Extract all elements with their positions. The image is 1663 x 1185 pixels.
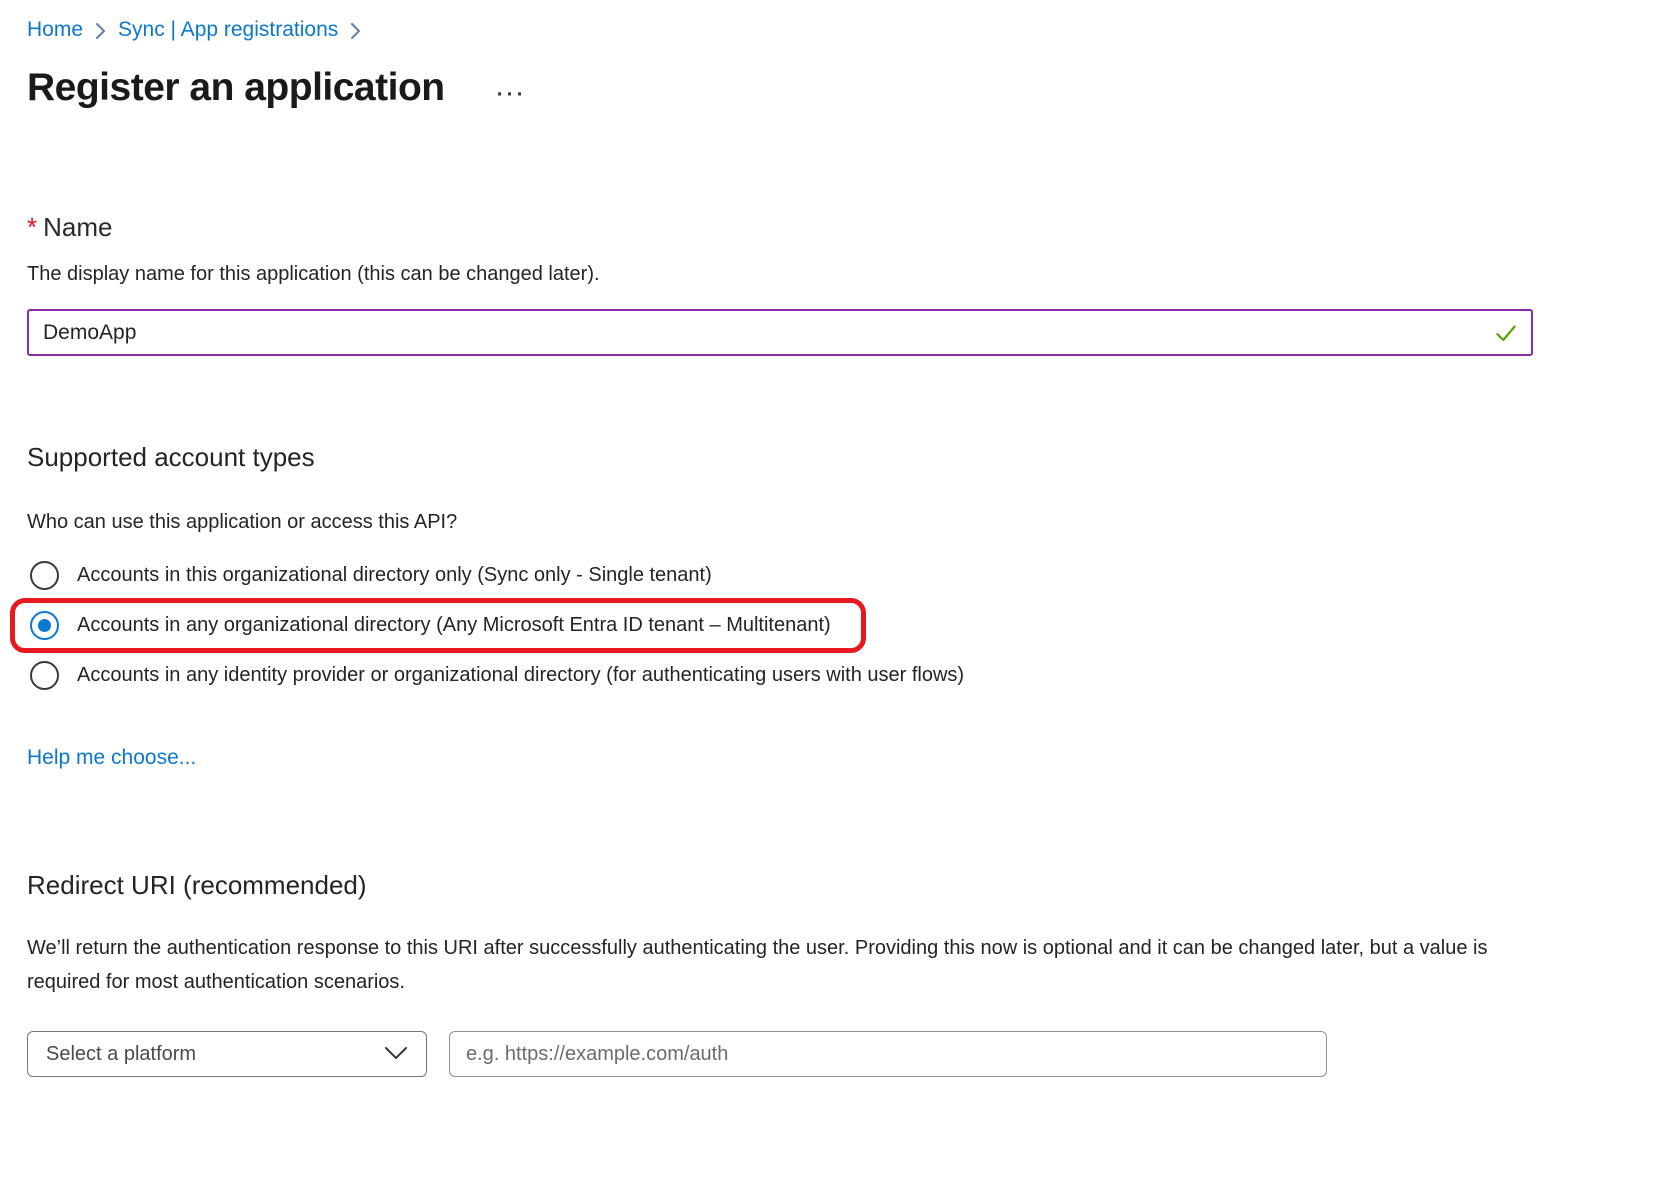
radio-button-selected[interactable] (30, 611, 59, 640)
breadcrumb-link-home[interactable]: Home (27, 18, 84, 41)
redirect-uri-heading: Redirect URI (recommended) (27, 870, 367, 900)
breadcrumb (27, 16, 1636, 44)
valid-checkmark-icon (1493, 320, 1519, 351)
radio-option-multitenant[interactable] (30, 611, 831, 640)
radio-button-unselected[interactable] (30, 661, 59, 690)
multitenant-highlight-box (10, 598, 866, 653)
redirect-uri-controls (27, 1031, 1636, 1077)
breadcrumb-link-app-registrations[interactable]: Sync | App registrations (118, 18, 339, 41)
chevron-right-icon (350, 22, 361, 40)
radio-option-single-tenant[interactable] (30, 561, 1636, 590)
chevron-down-icon (384, 1043, 408, 1066)
help-me-choose-link[interactable]: Help me choose... (27, 746, 197, 769)
radio-dot (38, 619, 51, 632)
name-description: The display name for this application (this can be changed later). (27, 263, 600, 285)
platform-select[interactable] (27, 1031, 427, 1077)
radio-label: Accounts in this organizational directory only (Sync only - Single tenant) (77, 564, 712, 586)
account-types-question: Who can use this application or access this API? (27, 511, 458, 533)
redirect-uri-input[interactable] (449, 1031, 1327, 1077)
redirect-uri-description: We’ll return the authentication response to this URI after successfully authenticating the user. Providing this now is optional and it can be changed later, but a value is required for most authentication scenarios. (27, 937, 1488, 993)
name-input-wrap (27, 309, 1533, 356)
radio-label: Accounts in any organizational directory (Any Microsoft Entra ID tenant – Multitenant) (77, 614, 831, 636)
title-row (27, 66, 1636, 110)
app-name-input[interactable] (27, 309, 1533, 356)
page-title: Register an application (27, 66, 445, 109)
account-types-radio-group (27, 561, 1636, 690)
radio-button-unselected[interactable] (30, 561, 59, 590)
supported-account-types-heading: Supported account types (27, 442, 315, 472)
radio-label: Accounts in any identity provider or organizational directory (for authenticating users with user flows) (77, 664, 965, 686)
platform-select-value: Select a platform (46, 1042, 197, 1065)
more-options-ellipsis-icon[interactable]: ··· (496, 83, 527, 106)
name-label-row (27, 212, 1636, 243)
radio-option-any-identity-provider[interactable] (30, 661, 1636, 690)
required-asterisk: * (27, 212, 38, 242)
name-label: Name (43, 212, 113, 242)
chevron-right-icon (95, 22, 106, 40)
